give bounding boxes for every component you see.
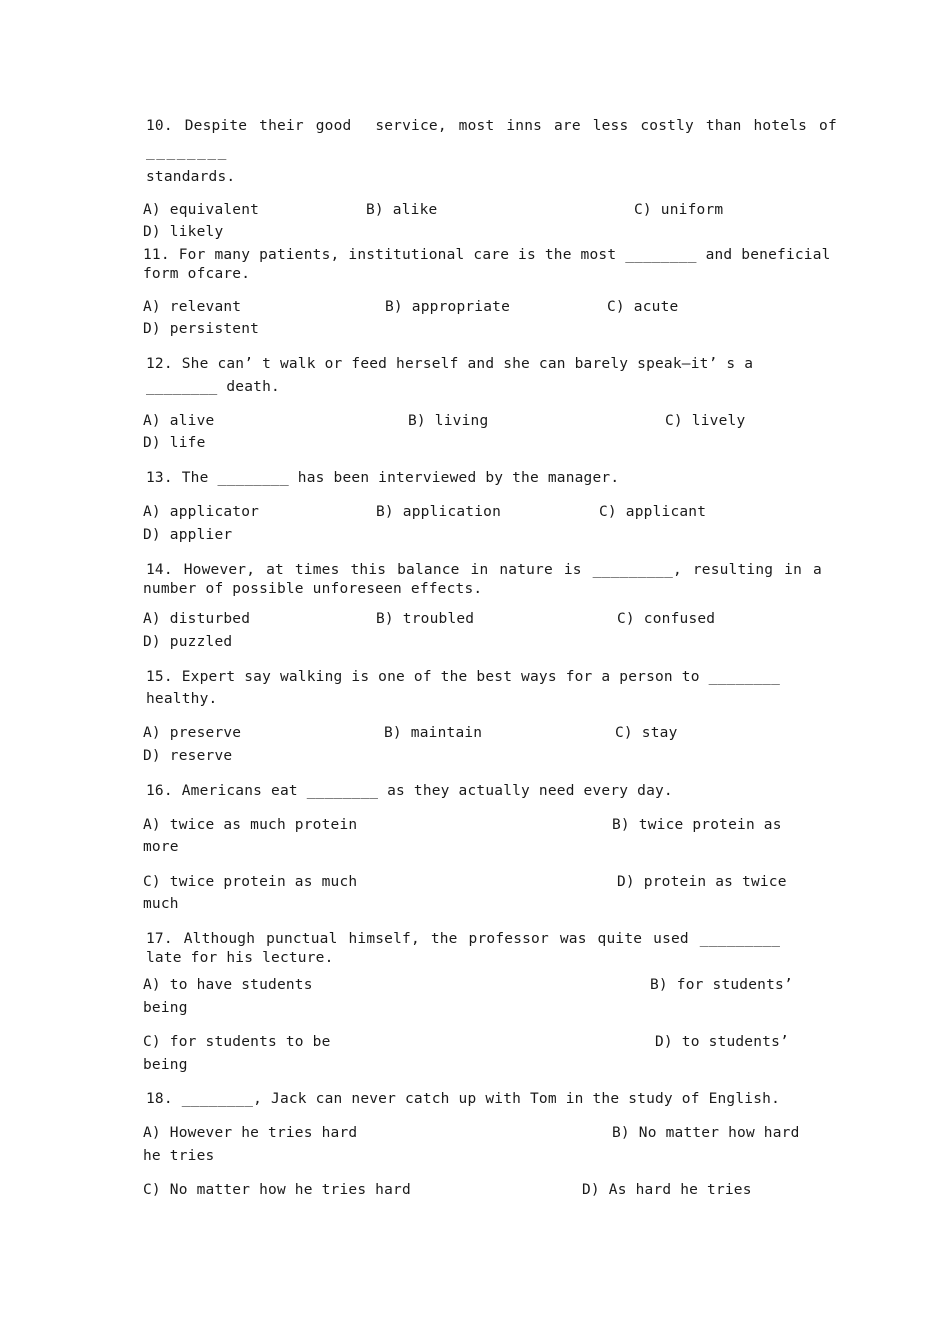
option-17-b: B) for students’ — [650, 977, 793, 993]
option-17-b-wrap: being — [143, 1000, 188, 1016]
question-17-stem: 17. Although punctual himself, the professor was quite used _________ — [146, 931, 781, 947]
question-10-stem: 10. Despite their good service, most inns are less costly than hotels of — [146, 118, 837, 134]
question-12-stem: 12. She can’ t walk or feed herself and she can barely speak—it’ s a — [146, 356, 754, 372]
option-16-b-wrap: more — [143, 839, 179, 855]
option-12-c: C) lively — [665, 413, 746, 429]
option-11-a: A) relevant — [143, 299, 242, 315]
option-15-d: D) reserve — [143, 748, 233, 764]
option-14-b: B) troubled — [376, 611, 475, 627]
question-17-stem-end: late for his lecture. — [146, 950, 334, 966]
option-16-b: B) twice protein as — [612, 817, 782, 833]
option-13-a: A) applicator — [143, 504, 260, 520]
option-16-d: D) protein as twice — [617, 874, 787, 890]
option-18-c: C) No matter how he tries hard — [143, 1182, 411, 1198]
option-12-a: A) alive — [143, 413, 215, 429]
option-15-a: A) preserve — [143, 725, 242, 741]
question-16-stem: 16. Americans eat ________ as they actually need every day. — [146, 783, 673, 799]
option-13-b: B) application — [376, 504, 502, 520]
option-12-b: B) living — [408, 413, 489, 429]
option-11-b: B) appropriate — [385, 299, 511, 315]
question-11-stem-end: form ofcare. — [143, 266, 251, 282]
option-18-d: D) As hard he tries — [582, 1182, 752, 1198]
question-18-stem: 18. ________, Jack can never catch up with Tom in the study of English. — [146, 1091, 781, 1107]
option-16-a: A) twice as much protein — [143, 817, 358, 833]
option-10-c: C) uniform — [634, 202, 724, 218]
question-10-blank: ________ — [146, 144, 228, 160]
option-18-b-wrap: he tries — [143, 1148, 215, 1164]
question-14-stem-end: number of possible unforeseen effects. — [143, 581, 483, 597]
question-10-stem-end: standards. — [146, 169, 236, 185]
option-18-b: B) No matter how hard — [612, 1125, 800, 1141]
option-15-c: C) stay — [615, 725, 678, 741]
question-13-stem: 13. The ________ has been interviewed by the manager. — [146, 470, 620, 486]
option-17-a: A) to have students — [143, 977, 313, 993]
option-11-c: C) acute — [607, 299, 679, 315]
option-10-b: B) alike — [366, 202, 438, 218]
option-11-d: D) persistent — [143, 321, 260, 337]
option-16-d-wrap: much — [143, 896, 179, 912]
question-14-stem: 14. However, at times this balance in nature is _________, resulting in a — [146, 562, 822, 578]
question-15-stem-end: healthy. — [146, 691, 218, 707]
option-17-d: D) to students’ — [655, 1034, 789, 1050]
option-14-d: D) puzzled — [143, 634, 233, 650]
option-12-d: D) life — [143, 435, 206, 451]
question-11-stem: 11. For many patients, institutional care is the most ________ and beneficial — [143, 247, 831, 263]
question-15-stem: 15. Expert say walking is one of the best ways for a person to ________ — [146, 669, 781, 685]
option-14-a: A) disturbed — [143, 611, 251, 627]
option-13-c: C) applicant — [599, 504, 707, 520]
option-16-c: C) twice protein as much — [143, 874, 358, 890]
option-17-d-wrap: being — [143, 1057, 188, 1073]
option-17-c: C) for students to be — [143, 1034, 331, 1050]
option-10-d: D) likely — [143, 224, 224, 240]
option-13-d: D) applier — [143, 527, 233, 543]
question-12-stem-end: ________ death. — [146, 379, 280, 395]
option-18-a: A) However he tries hard — [143, 1125, 358, 1141]
option-14-c: C) confused — [617, 611, 716, 627]
option-10-a: A) equivalent — [143, 202, 260, 218]
option-15-b: B) maintain — [384, 725, 483, 741]
